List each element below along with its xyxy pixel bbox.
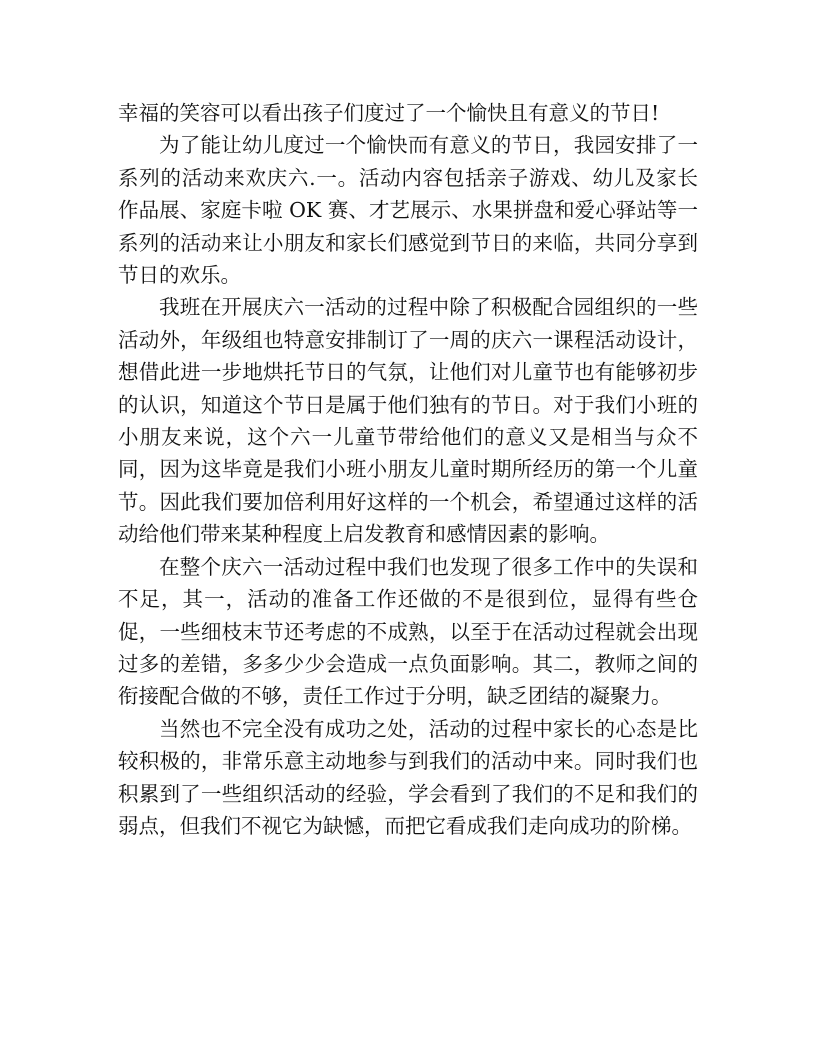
document-page <box>118 97 698 842</box>
paragraph-1: 幸福的笑容可以看出孩子们度过了一个愉快且有意义的节日! <box>118 101 660 125</box>
paragraph-5: 当然也不完全没有成功之处，活动的过程中家长的心态是比较积极的，非常乐意主动地参与到我们的活动中来。同时我们也积累到了一些组织活动的经验，学会看到了我们的不足和我们的弱点，但我们不视它为缺憾，而把它看成我们走向成功的阶梯。 <box>118 716 698 838</box>
paragraph-2: 为了能让幼儿度过一个愉快而有意义的节日，我园安排了一系列的活动来欢庆六.一。活动内容包括亲子游戏、幼儿及家长作品展、家庭卡啦 OK 赛、才艺展示、水果拼盘和爱心驿站等一系列的活动来让小朋友和家长们感觉到节日的来临，共同分享到节日的欢乐。 <box>118 133 698 288</box>
paragraph-4: 在整个庆六一活动过程中我们也发现了很多工作中的失误和不足，其一，活动的准备工作还做的不是很到位，显得有些仓促，一些细枝末节还考虑的不成熟，以至于在活动过程就会出现过多的差错，多多少少会造成一点负面影响。其二，教师之间的衔接配合做的不够，责任工作过于分明，缺乏团结的凝聚力。 <box>118 554 698 709</box>
paragraph-3: 我班在开展庆六一活动的过程中除了积极配合园组织的一些活动外，年级组也特意安排制订了一周的庆六一课程活动设计，想借此进一步地烘托节日的气氛，让他们对儿童节也有能够初步的认识，知道这个节日是属于他们独有的节日。对于我们小班的小朋友来说，这个六一儿童节带给他们的意义又是相当与众不同，因为这毕竟是我们小班小朋友儿童时期所经历的第一个儿童节。因此我们要加倍利用好这样的一个机会，希望通过这样的活动给他们带来某种程度上启发教育和感情因素的影响。 <box>118 295 698 547</box>
